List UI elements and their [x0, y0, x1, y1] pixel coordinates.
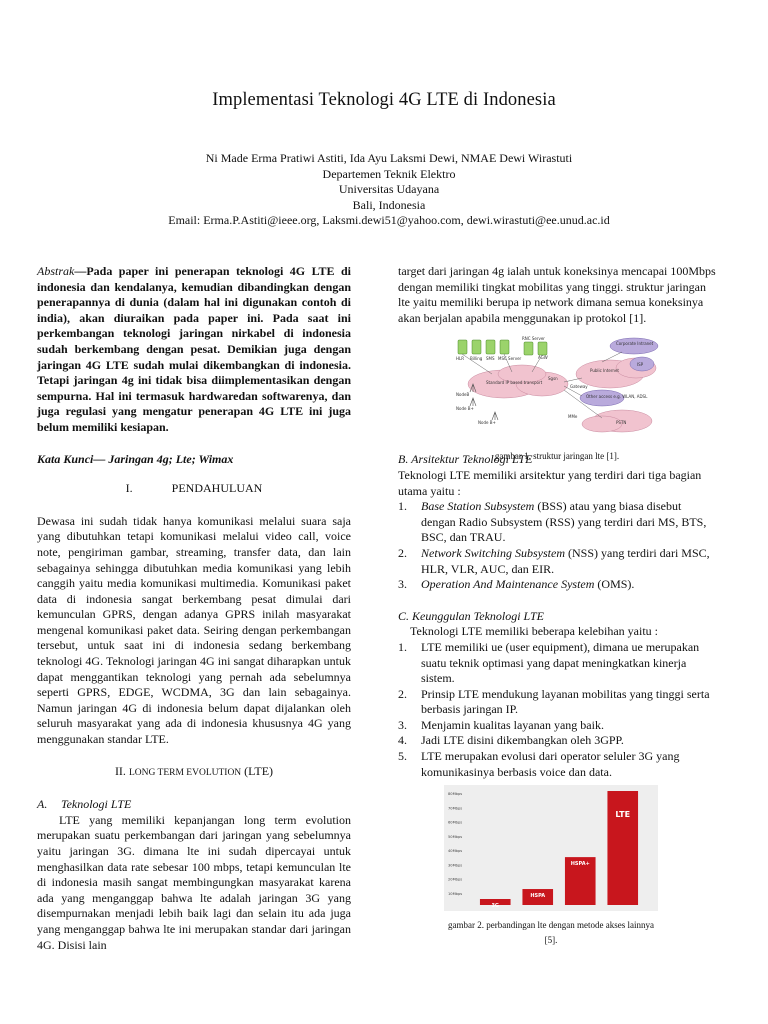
section-heading-lte: II. LONG TERM EVOLUTION (LTE) — [114, 763, 274, 778]
label-transport: Standard IP based transport — [486, 380, 543, 386]
list-item: 4. Jadi LTE disini dikembangkan oleh 3GPP. — [398, 733, 624, 748]
section-title-smallcaps: LONG TERM EVOLUTION — [128, 767, 242, 778]
lte-technology-continuation: target dari jaringan 4g ialah untuk koneksinya mencapai 100Mbps dengan memiliki tingkat mobilitas yang tinggi. struktur jaringan lte yaitu memiliki berupa ip network dimana semua koneksinya akan berjalan apabila menggunakan ip protokol [1]. — [398, 264, 716, 325]
list-item: 2. Network Switching Subsystem (NSS) yang terdiri dari MSC, HLR, VLR, AUC, dan EIR. — [398, 545, 710, 576]
y-tick-label: 80Mbps — [448, 792, 463, 797]
lte-technology-paragraph: LTE yang memiliki kepanjangan long term evolution merupakan suatu perkembangan dari jaringan yang sebelumnya yaitu jaringan 3G. dimana lte ini sudah dipercayai untuk menghasilkan data rate sebesar 100 mbps, tetapi kemunculan lte di indonesia masih sangat membingungkan masyarakat karena ada yang menganggap bahwa lte adalah jaringan 3G yang disempurnakan menjadi lebih baik lagi dan selain itu ada juga yang menganggap bahwa lte ini merupakan standar dari jaringan 4G. Disisi lain — [37, 812, 351, 952]
y-tick-label: 40Mbps — [448, 849, 463, 854]
subsection-heading-c: C. Keunggulan Teknologi LTE — [398, 608, 544, 623]
list-item: 3. Menjamin kualitas layanan yang baik. — [398, 717, 604, 732]
label-msc: MSC Server — [498, 356, 522, 362]
section-title: PENDAHULUAN — [171, 481, 263, 496]
subsection-heading-a: A. Teknologi LTE — [37, 797, 132, 812]
y-tick-label: 30Mbps — [448, 863, 463, 868]
paper-title: Implementasi Teknologi 4G LTE di Indonesia — [212, 90, 556, 110]
label-gateway: Gateway — [570, 384, 588, 390]
label-mme: MMe — [568, 414, 578, 420]
label-agw: AGW — [538, 355, 548, 361]
label-access: Other access e.g. WLAN, ADSL — [586, 394, 648, 400]
left-column — [37, 264, 351, 953]
label-node-1: NodeB — [456, 392, 470, 398]
label-isp: ISP — [637, 362, 644, 368]
list-item: 1. LTE memiliki ue (user equipment), dimana ue merupakan suatu teknik optimasi yang dapat meningkatkan kinerja sistem. — [398, 639, 700, 686]
right-column — [398, 264, 716, 946]
comparison-bar-chart — [444, 785, 658, 911]
list-item: 5. LTE merupakan evolusi dari operator seluler 3G yang komunikasinya berbasis voice dan data. — [398, 749, 680, 779]
y-tick-label: 60Mbps — [448, 820, 463, 825]
figure-lte-network-structure — [452, 334, 662, 461]
bar-4G — [607, 791, 638, 905]
y-tick-label: 50Mbps — [448, 835, 463, 839]
author-email: Email: Erma.P.Astiti@ieee.org, Laksmi.dewi51@yahoo.com, dewi.wirastuti@ee.unud.ac.id — [168, 213, 610, 228]
list-item: 2. Prinsip LTE mendukung layanan mobilitas yang tinggi serta berbasis jaringan IP. — [398, 686, 710, 717]
abstract-label: Abstrak — [37, 264, 75, 278]
figure-lte-comparison-chart — [444, 785, 658, 946]
advantages-list — [398, 640, 716, 780]
bar-label-3.75G: HSPA+ — [570, 861, 590, 868]
keywords: Kata Kunci— Jaringan 4g; Lte; Wimax — [37, 451, 234, 466]
advantages-intro: Teknologi LTE memiliki beberapa kelebihan yaitu : — [410, 624, 658, 639]
list-item: 3. Operation And Maintenance System (OMS). — [398, 577, 635, 592]
label-sms: SMS — [486, 356, 495, 362]
list-item: 1. Base Station Subsystem (BSS) atau yang biasa disebut dengan Radio Subsystem (RSS) yang terdiri dari MS, BTS, BSC, dan TRAU. — [398, 499, 707, 545]
section-number: I. — [125, 481, 133, 496]
label-hlr: HLR — [456, 356, 465, 362]
abstract-text: —Pada paper ini penerapan teknologi 4G LTE di indonesia dan kendalanya, kemudian dibandingkan dengan penerapannya di dunia (dalam hal ini digunakan contoh di india), akan diuraikan pada paper ini. Pada saat ini perkembangan teknologi jaringan nirkabel di indonesia sudah berkembang dengan pesat. Demikian juga dengan jaringan 4G LTE sudah mulai dikembangkan di indonesia. Tetapi jaringan 4g ini tidak bisa diimplementasikan dengan sempurna. Hal ini termasuk hardwaredan softwarenya, dan juga regulasi yang mengatur penerapan 4G LTE ini juga belum memiliki kesiapan. — [37, 264, 351, 434]
label-pstn: PSTN — [616, 420, 627, 426]
label-sgsn: Sgsn — [548, 376, 558, 382]
author-location: Bali, Indonesia — [352, 197, 426, 212]
architecture-intro: Teknologi LTE memiliki arsitektur yang terdiri dari tiga bagian utama yaitu : — [398, 467, 702, 498]
y-tick-label: 70Mbps — [448, 806, 463, 811]
figure1-caption: gambar 1. struktur jaringan lte [1]. — [494, 450, 620, 461]
y-tick-label: 10Mbps — [448, 892, 463, 896]
label-node-2: Node B+ — [456, 406, 474, 412]
author-names: Ni Made Erma Pratiwi Astiti, Ida Ayu Laksmi Dewi, NMAE Dewi Wirastuti — [205, 151, 573, 165]
y-tick-label: 20Mbps — [448, 877, 463, 882]
section-heading-introduction — [37, 481, 351, 497]
figure2-caption: gambar 2. perbandingan lte dengan metode akses lainnya [5]. — [448, 919, 654, 946]
author-university: Universitas Udayana — [338, 182, 440, 197]
introduction-paragraph: Dewasa ini sudah tidak hanya komunikasi melalui suara saja yang dibutuhkan tetapi komunikasi melalui video call, voice note, pengiriman gambar, streaming, transfer data, dan lain sebagainya sehingga dibutuhkan media komunikasi yang lebih canggih yaitu media komunikasi multimedia. Komunikasi paket data di indonesia sangat berkembang pesat dimulai dari kemunculan GPRS, dengan adanya GPRS inilah masyarakat mengenal komunikasi paket data. Seiring dengan perkembangan tersebut, untuk saat ini di indonesia sedang berkembang teknologi 4G. Teknologi jaringan 4G ini sangat diharapkan untuk dapat menggantikan teknologi yang pernah ada sebelumnya seperti GPRS, EDGE, WCDMA, 3G dan lain sebagainya. Namun jaringan 4G di indonesia belum dapat dijalankan oleh seluruh masyarakat yang ada di indonesia khususnya 4G yang menggunakan standar LTE. — [37, 513, 351, 747]
label-public: Public Internet — [590, 368, 619, 374]
label-rnc: RNC Server — [522, 336, 545, 342]
architecture-list — [398, 499, 716, 593]
abstract — [37, 264, 351, 436]
label-billing: Billing — [470, 356, 483, 362]
author-block — [0, 151, 768, 229]
bar-label-4G: LTE — [615, 810, 631, 820]
label-corporate: Corporate Intranet — [616, 341, 654, 347]
network-diagram — [452, 334, 662, 438]
bar-label-3.5G: HSPA — [530, 893, 546, 900]
author-department: Departemen Teknik Elektro — [322, 166, 456, 181]
subsection-heading-b: B. Arsitektur Teknologi LTE — [398, 452, 533, 467]
bar-label-3G: 3G — [491, 903, 500, 910]
label-node-3: Node B+ — [478, 420, 496, 426]
